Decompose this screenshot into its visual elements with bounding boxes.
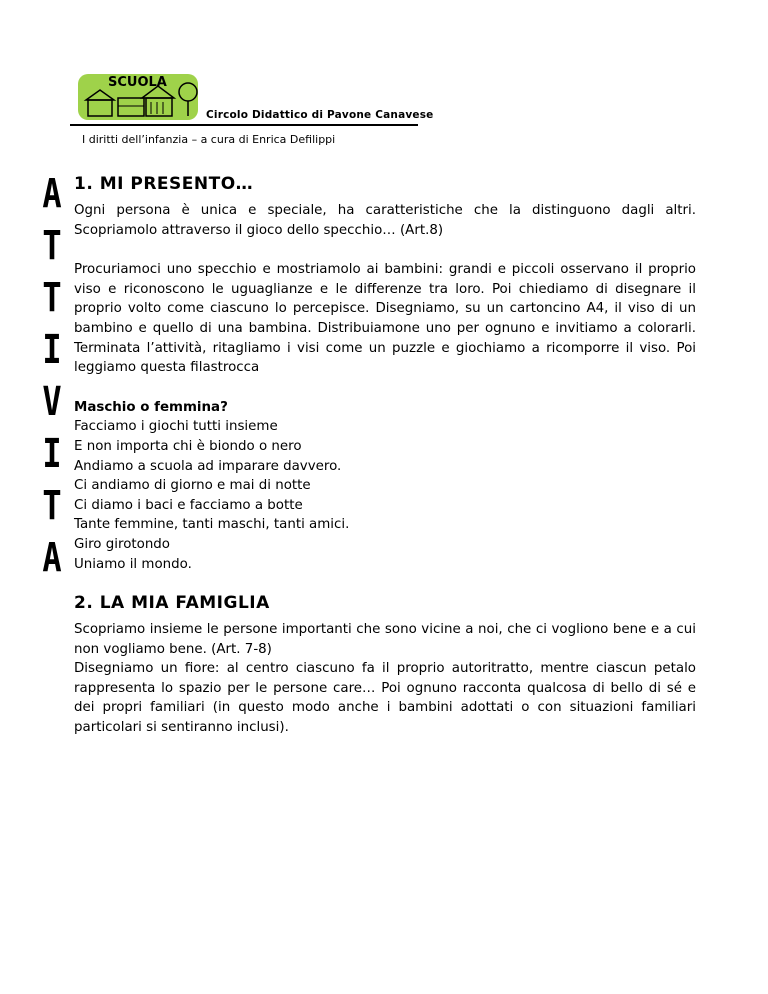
section-2-title: 2. LA MIA FAMIGLIA — [74, 593, 270, 614]
poem-line: Facciamo i giochi tutti insieme — [74, 419, 278, 435]
section-2-intro: Scopriamo insieme le persone importanti che sono vicine a noi, che ci vogliono bene e a cui non vogliamo bene. (Art. 7-8) — [74, 622, 696, 657]
main-content — [74, 172, 696, 738]
school-logo — [78, 68, 214, 124]
poem-line: E non importa chi è biondo o nero — [74, 438, 302, 454]
poem-line: Giro girotondo — [74, 536, 171, 552]
section-2-body: Disegniamo un fiore: al centro ciascuno fa il proprio autoritratto, mentre ciascun petalo rappresenta lo spazio per le persone care… Poi ognuno racconta qualcosa di bello di sé e dei propri familiari (in questo modo anche i bambini adottati o con situazioni familiari particolari si sentiranno inclusi). — [74, 661, 696, 736]
header-divider — [70, 124, 418, 126]
poem-line: Uniamo il mondo. — [74, 556, 192, 572]
poem-line: Ci diamo i baci e facciamo a botte — [74, 497, 303, 513]
section-1-intro: Ogni persona è unica e speciale, ha caratteristiche che la distinguono dagli altri. Scopriamolo attraverso il gioco dello specchio… (Art.8) — [74, 203, 696, 238]
vertical-letter: A — [42, 171, 62, 217]
poem-line: Andiamo a scuola ad imparare davvero. — [74, 458, 342, 474]
vertical-letter: A — [42, 535, 62, 581]
poem — [74, 398, 696, 574]
vertical-letter: V — [42, 379, 62, 425]
vertical-title — [34, 168, 70, 584]
vertical-letter: T — [42, 275, 62, 321]
vertical-letter: I — [42, 327, 62, 373]
section-1-title: 1. MI PRESENTO… — [74, 174, 254, 194]
vertical-letter: I — [42, 431, 62, 477]
vertical-letter: T — [42, 223, 62, 269]
section-1-body: Procuriamoci uno specchio e mostriamolo ai bambini: grandi e piccoli osservano il proprio viso e riconoscono le uguaglianze e le differenze tra loro. Poi chiediamo di disegnare il proprio volto come ciascuno lo percepisce. Disegniamo, su un cartoncino A4, il viso di un bambino e quello di una bambina. Distribuiamone uno per ognuno e invitiamo a colorarli. Terminata l’attività, ritagliamo i visi come un puzzle e giochiamo a ricomporre il viso. Poi leggiamo questa filastrocca — [74, 262, 696, 376]
vertical-letter: T — [42, 483, 62, 529]
school-building-icon — [78, 68, 214, 124]
poem-title: Maschio o femmina? — [74, 399, 228, 415]
document-subtitle: I diritti dell’infanzia – a cura di Enrica Defilippi — [82, 133, 336, 146]
organization-name: Circolo Didattico di Pavone Canavese — [206, 109, 434, 121]
poem-line: Tante femmine, tanti maschi, tanti amici. — [74, 517, 350, 533]
logo-text: SCUOLA — [108, 75, 167, 90]
poem-line: Ci andiamo di giorno e mai di notte — [74, 478, 311, 494]
